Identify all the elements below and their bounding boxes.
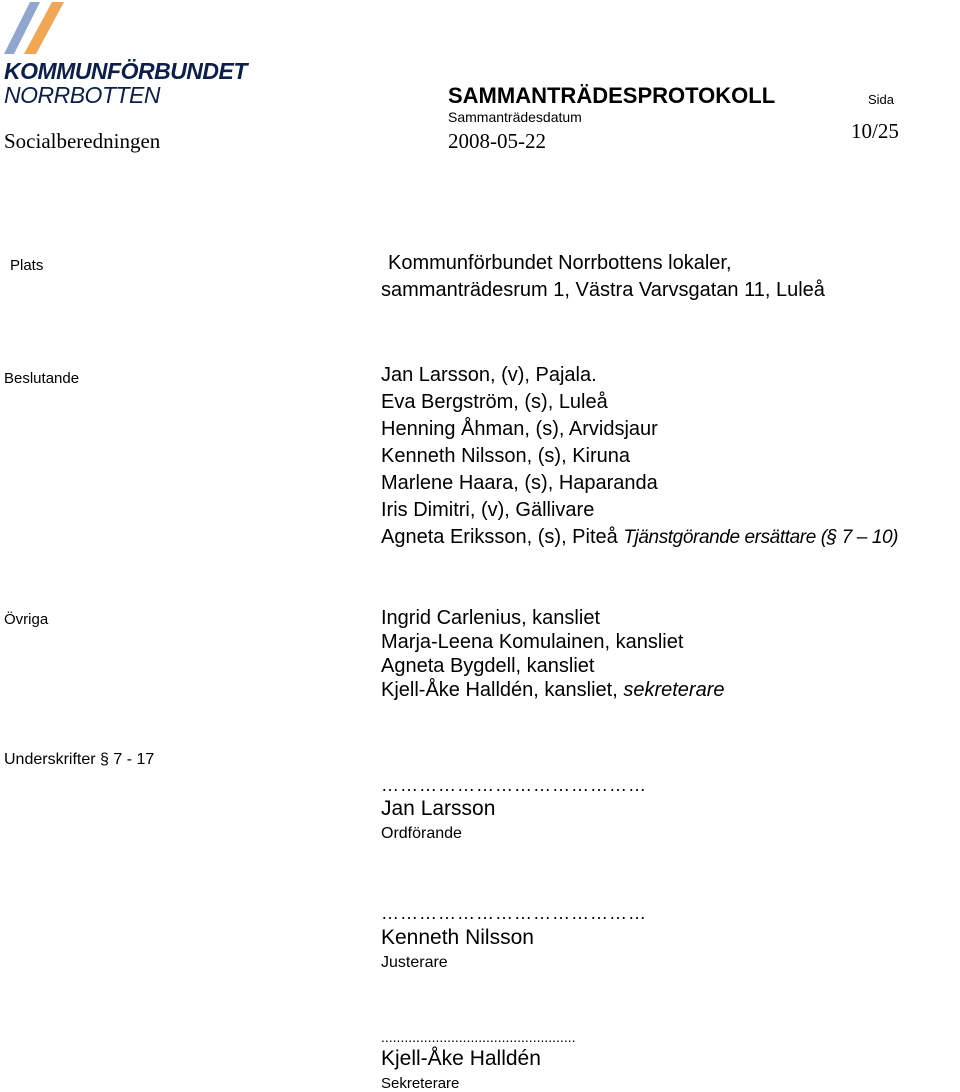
signature-line-2: …………………………………… (381, 903, 647, 923)
ovriga-label: Övriga (4, 611, 49, 628)
plats-line2: sammanträdesrum 1, Västra Varvsgatan 11, Luleå (381, 279, 825, 301)
underskrifter-heading (4, 751, 154, 769)
signature-name-3: Kjell-Åke Halldén (381, 1047, 541, 1070)
member-5: Marlene Haara, (s), Haparanda (381, 472, 658, 494)
member-3: Henning Åhman, (s), Arvidsjaur (381, 418, 658, 440)
ovriga-4: Kjell-Åke Halldén, kansliet, (381, 679, 618, 701)
member-6: Iris Dimitri, (v), Gällivare (381, 499, 595, 521)
organization-logo (0, 0, 250, 110)
beslutande-label: Beslutande (4, 370, 80, 387)
signature-line-1: …………………………………… (381, 775, 647, 795)
ovriga-4-line (381, 678, 725, 702)
signature-line-3: .................................................. (381, 1029, 576, 1045)
member-1: Jan Larsson, (v), Pajala. (381, 364, 597, 386)
meeting-date: 2008-05-22 (448, 129, 546, 153)
signature-role-3: Sekreterare (381, 1075, 460, 1092)
committee-name: Socialberedningen (4, 129, 161, 153)
member-2: Eva Bergström, (s), Luleå (381, 391, 608, 413)
underskrifter-paragraphs: § 7 - 17 (100, 751, 155, 768)
signature-name-2: Kenneth Nilsson (381, 926, 534, 949)
member-7: Agneta Eriksson, (s), Piteå (381, 526, 618, 548)
member-4: Kenneth Nilsson, (s), Kiruna (381, 445, 631, 467)
document-title: SAMMANTRÄDESPROTOKOLL (448, 83, 776, 108)
date-label: Sammanträdesdatum (448, 109, 582, 125)
secretary-role: sekreterare (623, 679, 725, 701)
signature-role-1: Ordförande (381, 825, 462, 842)
page-number: 10/25 (851, 119, 899, 143)
signature-role-2: Justerare (381, 954, 448, 971)
plats-label: Plats (10, 257, 44, 274)
logo-text-line1: KOMMUNFÖRBUNDET (4, 58, 247, 84)
ovriga-2: Marja-Leena Komulainen, kansliet (381, 631, 684, 653)
logo-text-line2: NORRBOTTEN (4, 82, 160, 108)
ovriga-1: Ingrid Carlenius, kansliet (381, 607, 600, 629)
member-7-line (381, 524, 898, 551)
ovriga-3: Agneta Bygdell, kansliet (381, 655, 595, 677)
substitute-note: Tjänstgörande ersättare (§ 7 – 10) (623, 527, 899, 548)
underskrifter-label: Underskrifter (4, 751, 96, 768)
signature-name-1: Jan Larsson (381, 797, 496, 820)
page-label: Sida (868, 92, 895, 107)
plats-line1: Kommunförbundet Norrbottens lokaler, (388, 252, 732, 274)
logo-stripes-graphic (0, 0, 120, 60)
